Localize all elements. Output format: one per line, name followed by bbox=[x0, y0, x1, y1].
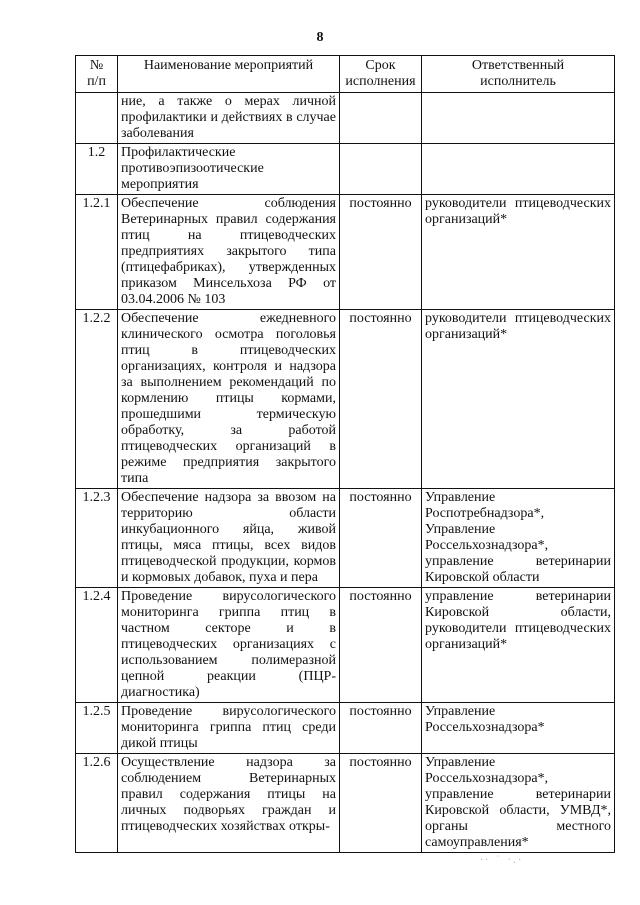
table-row bbox=[76, 588, 615, 703]
header-responsible: Ответственный исполнитель bbox=[422, 56, 615, 93]
scan-artifact: ·· ˙ ·.· bbox=[480, 855, 524, 866]
row-activity: Профилактические противоэпизоотические мероприятия bbox=[118, 144, 340, 195]
table-row bbox=[76, 489, 615, 588]
row-deadline: постоянно bbox=[340, 310, 422, 489]
row-deadline bbox=[340, 144, 422, 195]
row-number: 1.2.2 bbox=[76, 310, 118, 489]
page-number: 8 bbox=[316, 30, 324, 45]
row-responsible: управление ветеринарии Кировской области, руководители птицеводческих организаций* bbox=[422, 588, 615, 703]
row-number: 1.2 bbox=[76, 144, 118, 195]
row-responsible bbox=[422, 144, 615, 195]
row-deadline bbox=[340, 93, 422, 144]
row-activity: Обеспечение надзора за ввозом на территорию области инкубационного яйца, живой птицы, мяса птицы, всех видов птицеводческой продукции, кормов и кормовых добавок, пуха и пера bbox=[118, 489, 340, 588]
header-activity-name: Наименование мероприятий bbox=[118, 56, 340, 93]
row-activity: Проведение вирусологического мониторинга гриппа птиц среди дикой птицы bbox=[118, 703, 340, 754]
table-row bbox=[76, 144, 615, 195]
row-responsible: Управление Россельхознадзора*, управление ветеринарии Кировской области, УМВД*, органы местного самоуправления* bbox=[422, 754, 615, 853]
row-deadline: постоянно bbox=[340, 754, 422, 853]
measures-table bbox=[75, 55, 615, 853]
row-responsible bbox=[422, 93, 615, 144]
row-responsible: Управление Роспотребнадзора*, Управление Россельхознадзора*, управление ветеринарии Кировской области bbox=[422, 489, 615, 588]
row-deadline: постоянно bbox=[340, 703, 422, 754]
row-activity: Проведение вирусологического мониторинга гриппа птиц в частном секторе и в птицеводческих организациях с использованием полимеразной цепной реакции (ПЦР-диагностика) bbox=[118, 588, 340, 703]
row-number bbox=[76, 93, 118, 144]
row-activity: Обеспечение соблюдения Ветеринарных правил содержания птиц на птицеводческих предприятиях закрытого типа (птицефабриках), утвержденных приказом Минсельхоза РФ от 03.04.2006 № 103 bbox=[118, 195, 340, 310]
table-row bbox=[76, 310, 615, 489]
row-responsible: руководители птицеводческих организаций* bbox=[422, 195, 615, 310]
table-row bbox=[76, 703, 615, 754]
header-number: № п/п bbox=[76, 56, 118, 93]
row-number: 1.2.3 bbox=[76, 489, 118, 588]
row-activity: Осуществление надзора за соблюдением Ветеринарных правил содержания птицы на личных подворьях граждан и птицеводческих хозяйствах откры- bbox=[118, 754, 340, 853]
row-responsible: руководители птицеводческих организаций* bbox=[422, 310, 615, 489]
table-row bbox=[76, 754, 615, 853]
row-deadline: постоянно bbox=[340, 195, 422, 310]
row-number: 1.2.5 bbox=[76, 703, 118, 754]
header-deadline: Срок исполнения bbox=[340, 56, 422, 93]
table-row bbox=[76, 195, 615, 310]
row-responsible: Управление Россельхознадзора* bbox=[422, 703, 615, 754]
table-row bbox=[76, 93, 615, 144]
row-deadline: постоянно bbox=[340, 489, 422, 588]
row-number: 1.2.4 bbox=[76, 588, 118, 703]
table-header-row bbox=[76, 56, 615, 93]
row-number: 1.2.1 bbox=[76, 195, 118, 310]
row-number: 1.2.6 bbox=[76, 754, 118, 853]
row-deadline: постоянно bbox=[340, 588, 422, 703]
row-activity: Обеспечение ежедневного клинического осмотра поголовья птиц в птицеводческих организациях, контроля и надзора за выполнением рекомендаций по кормлению птицы кормами, прошедшими термическую обработку, за работой птицеводческих организаций в режиме предприятия закрытого типа bbox=[118, 310, 340, 489]
row-activity: ние, а также о мерах личной профилактики и действиях в случае заболевания bbox=[118, 93, 340, 144]
